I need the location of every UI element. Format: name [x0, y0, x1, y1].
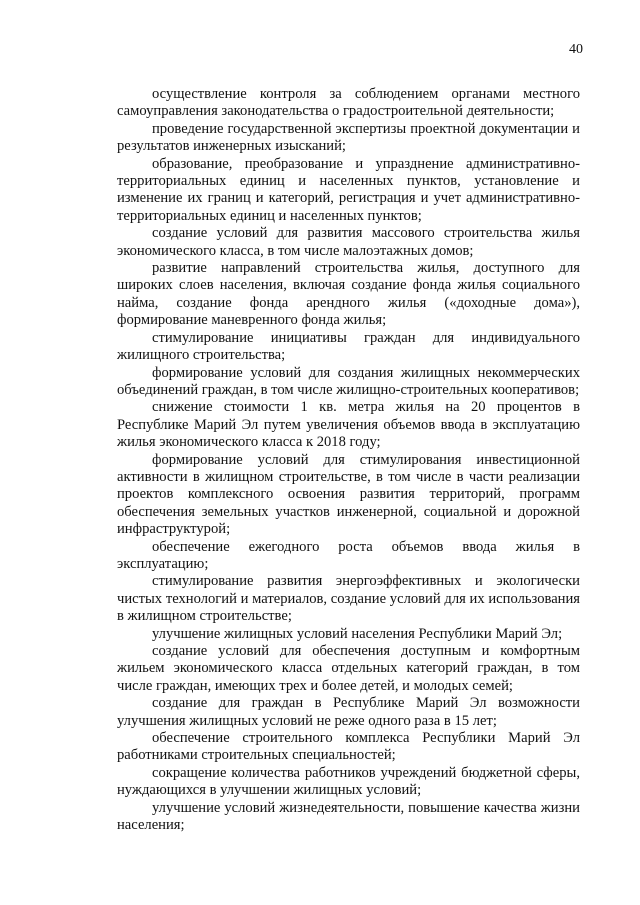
paragraph: формирование условий для создания жилищных некоммерческих объединений граждан, в том числе жилищно-строительных кооперативов;: [117, 364, 580, 398]
paragraph: создание для граждан в Республике Марий Эл возможности улучшения жилищных условий не реже одного раза в 15 лет;: [117, 695, 580, 729]
paragraph: обеспечение ежегодного роста объемов ввода жилья в эксплуатацию;: [117, 538, 580, 572]
paragraph: проведение государственной экспертизы проектной документации и результатов инженерных изысканий;: [117, 120, 580, 155]
paragraph: улучшение жилищных условий населения Республики Марий Эл;: [152, 625, 563, 642]
page-number: 40: [569, 42, 583, 57]
paragraph: осуществление контроля за соблюдением органами местного самоуправления законодательства о градостроительной деятельности;: [117, 86, 580, 120]
paragraph: сокращение количества работников учреждений бюджетной сферы, нуждающихся в улучшении жилищных условий;: [117, 764, 580, 799]
paragraph: формирование условий для стимулирования инвестиционной активности в жилищном строительстве, в том числе в части реализации проектов комплексного освоения развития территорий, программ обеспечения земельных участков инженерной, социальной и дорожной инфраструктурой;: [117, 451, 580, 538]
paragraph: создание условий для обеспечения доступным и комфортным жильем экономического класса отдельных категорий граждан, в том числе граждан, имеющих трех и более детей, и молодых семей;: [117, 643, 580, 694]
document-body: [117, 86, 580, 834]
paragraph: снижение стоимости 1 кв. метра жилья на 20 процентов в Республике Марий Эл путем увеличения объемов ввода в эксплуатацию жилья экономического класса к 2018 году;: [117, 399, 580, 451]
paragraph: обеспечение строительного комплекса Республики Марий Эл работниками строительных специальностей;: [117, 730, 580, 764]
paragraph: образование, преобразование и упразднение административно-территориальных единиц и населенных пунктов, установление и изменение их границ и категорий, регистрация и учет административно-территориальных единиц и населенных пунктов;: [117, 155, 580, 224]
paragraph: стимулирование развития энергоэффективных и экологически чистых технологий и материалов, создание условий для их использования в жилищном строительстве;: [117, 573, 580, 625]
paragraph: стимулирование инициативы граждан для индивидуального жилищного строительства;: [117, 329, 580, 364]
paragraph: создание условий для развития массового строительства жилья экономического класса, в том числе малоэтажных домов;: [117, 225, 580, 259]
paragraph: развитие направлений строительства жилья, доступного для широких слоев населения, включая создание фонда жилья социального найма, создание фонда арендного жилья («доходные дома»), формирование маневренного фонда жилья;: [117, 260, 580, 329]
paragraph: улучшение условий жизнедеятельности, повышение качества жизни населения;: [117, 799, 580, 834]
